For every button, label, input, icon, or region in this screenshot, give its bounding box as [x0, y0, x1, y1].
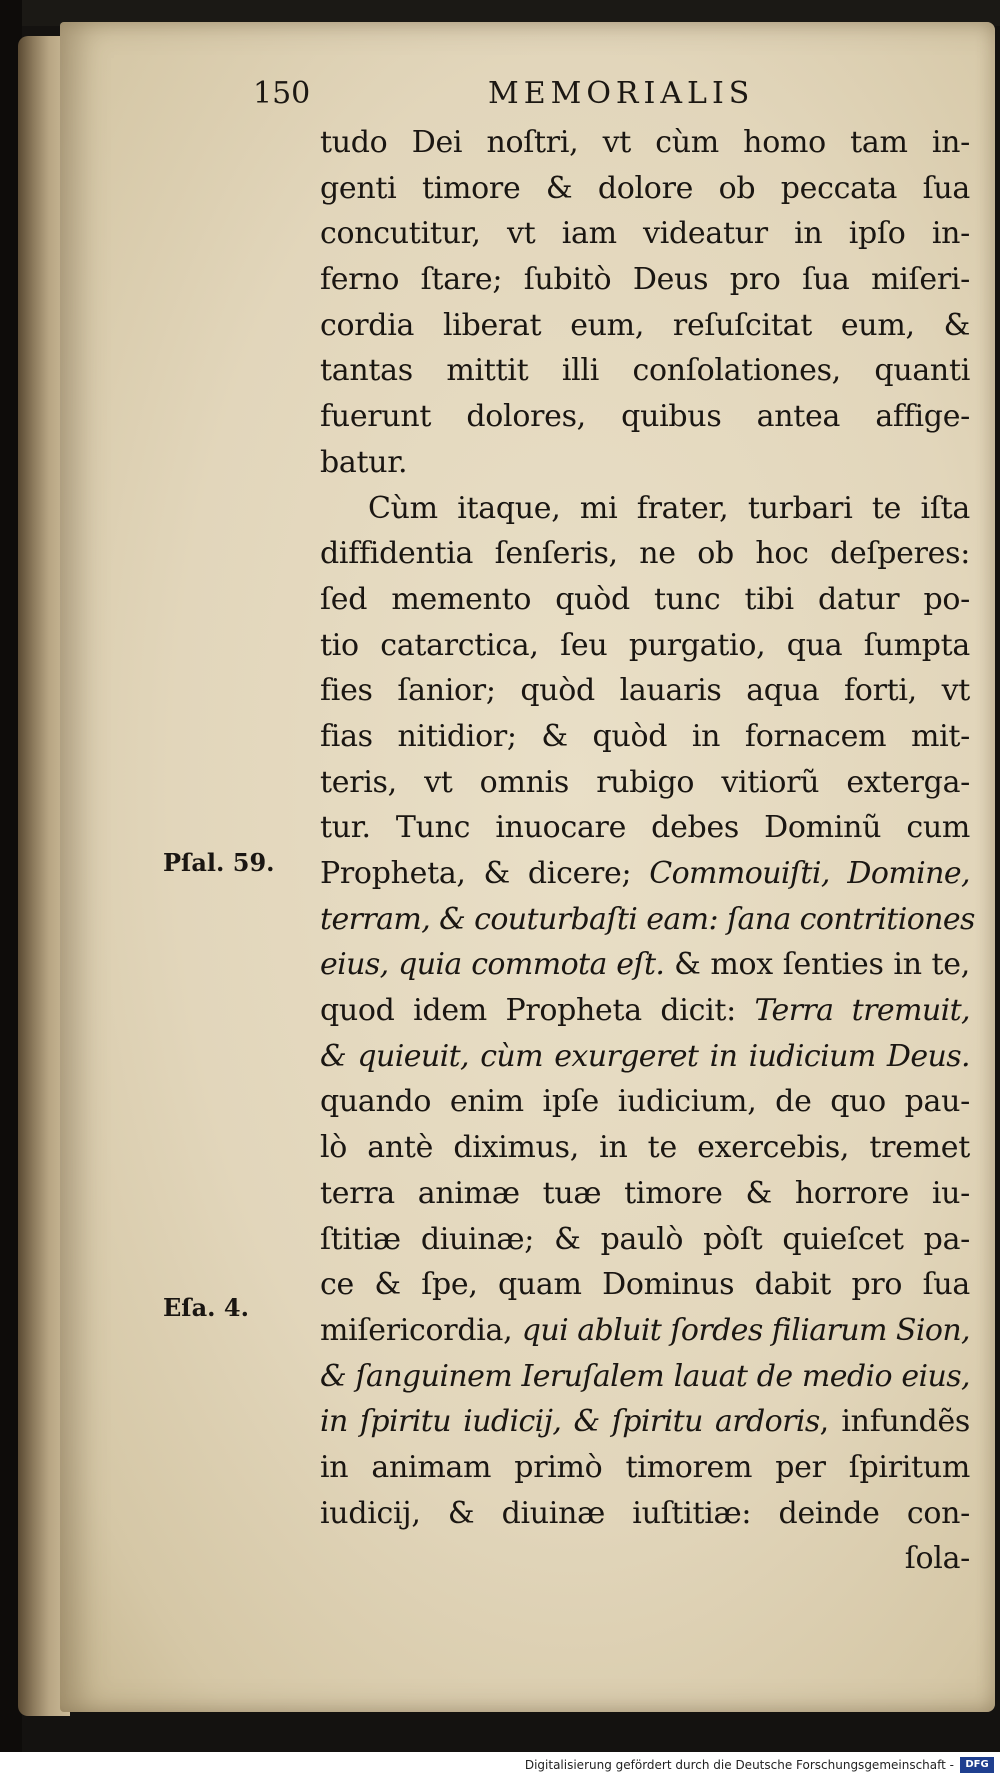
running-title: MEMORIALIS [488, 76, 755, 111]
margin-note-isaiah: Eſa. 4. [163, 1293, 249, 1322]
text-line: terram, & couturbaſti eam: ſana contritiones [320, 901, 975, 937]
text-line: fies ſanior; quòd lauaris aqua forti, vt [320, 673, 970, 709]
text-line: genti timore & dolore ob peccata ſua [320, 170, 970, 206]
text-line: Cùm itaque, mi frater, turbari te iſta [368, 490, 970, 526]
text-line: & quieuit, cùm exurgeret in iudicium Deus. [320, 1038, 970, 1074]
margin-note-psalm: Pſal. 59. [163, 848, 275, 877]
body-text [320, 120, 975, 1582]
text-line: iudicij, & diuinæ iuſtitiæ: deinde con- [320, 1495, 970, 1531]
text-line: lò antè diximus, in te exercebis, tremet [320, 1130, 970, 1166]
page-number: 150 [253, 76, 311, 111]
page-header [253, 72, 973, 116]
text-line: concutitur, vt iam videatur in ipſo in- [320, 216, 970, 252]
text-line: teris, vt omnis rubigo vitiorũ exterga- [320, 764, 970, 800]
text-line: fuerunt dolores, quibus antea affige- [320, 399, 970, 435]
text-line: ſed memento quòd tunc tibi datur po- [320, 581, 970, 617]
text-line: quod idem Propheta dicit: Terra tremuit, [320, 993, 970, 1029]
text-line: ferno ſtare; ſubitò Deus pro ſua miſeri- [320, 262, 970, 298]
text-line: & ſanguinem Ieruſalem lauat de medio eius, [320, 1358, 970, 1394]
text-line: tantas mittit illi conſolationes, quanti [320, 353, 970, 389]
text-line: terra animæ tuæ timore & horrore iu- [320, 1175, 970, 1211]
text-line: batur. [320, 444, 408, 480]
text-line: diffidentia ſenſeris, ne ob hoc deſperes: [320, 536, 970, 572]
text-line: miſericordia, qui abluit ſordes filiarum Sion, [320, 1312, 970, 1348]
digitization-credit: Digitalisierung gefördert durch die Deutsche Forschungsgemeinschaft - [524, 1758, 954, 1772]
text-line: fias nitidior; & quòd in fornacem mit- [320, 718, 970, 754]
dfg-logo-icon: DFG [960, 1757, 994, 1773]
text-line: eius, quia commota eſt. & mox ſenties in te, [320, 947, 970, 983]
text-line: in ſpiritu iudicij, & ſpiritu ardoris, infundẽs [320, 1404, 970, 1440]
text-line: in animam primò timorem per ſpiritum [320, 1449, 970, 1485]
text-line: ce & ſpe, quam Dominus dabit pro ſua [320, 1267, 970, 1303]
text-line: tur. Tunc inuocare debes Dominũ cum [320, 810, 970, 846]
text-line: Propheta, & dicere; Commouiſti, Domine, [320, 856, 970, 891]
text-line: ſtitiæ diuinæ; & paulò pòſt quieſcet pa- [320, 1221, 970, 1257]
text-line: tudo Dei noſtri, vt cùm homo tam in- [320, 125, 970, 160]
text-line: tio catarctica, ſeu purgatio, qua ſumpta [320, 627, 970, 663]
text-line: quando enim ipſe iudicium, de quo pau- [320, 1084, 970, 1120]
text-line: cordia liberat eum, reſuſcitat eum, & [320, 307, 970, 343]
catchword: ſola- [904, 1541, 970, 1577]
